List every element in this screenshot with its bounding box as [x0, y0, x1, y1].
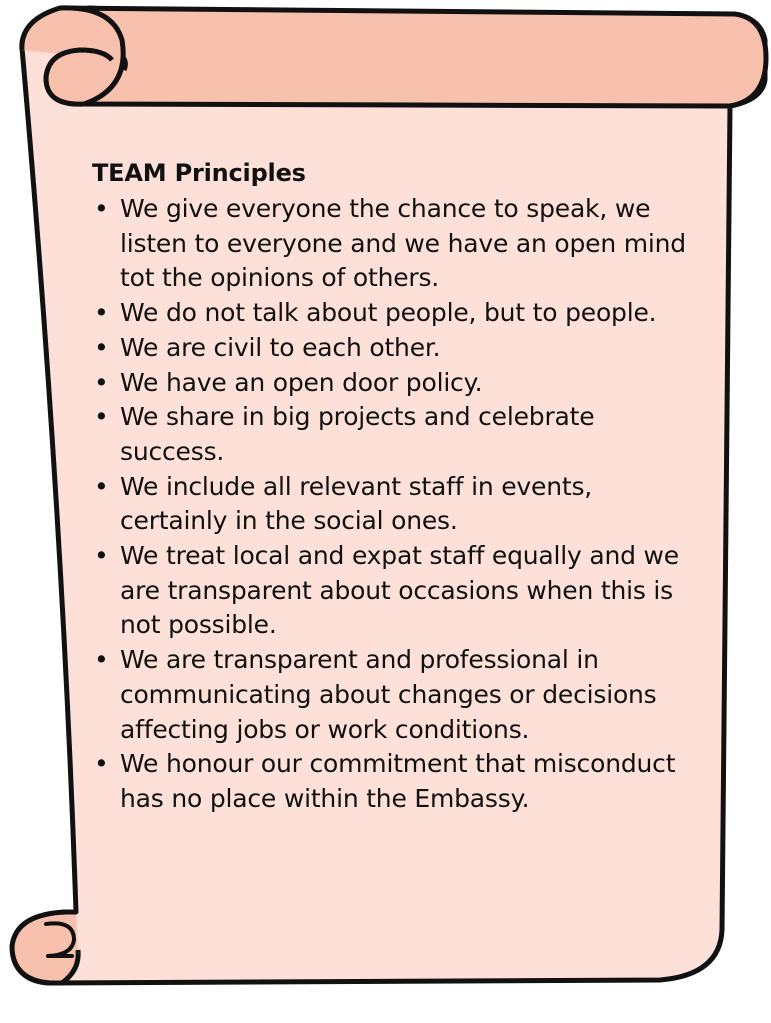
principles-text-block [92, 156, 692, 817]
bullet-icon: • [94, 471, 109, 501]
bullet-icon: • [94, 298, 109, 328]
top-roll [46, 8, 766, 106]
page-title: TEAM Principles [92, 159, 306, 187]
principle-text: We are civil to each other. [120, 332, 441, 362]
principles-list [92, 192, 692, 817]
list-item [92, 400, 692, 469]
principle-text: We share in big projects and celebrate success. [120, 402, 595, 466]
list-item [92, 296, 692, 331]
list-item [92, 470, 692, 539]
principle-text: We honour our commitment that misconduct has no place within the Embassy. [120, 749, 676, 813]
list-item [92, 747, 692, 816]
list-item [92, 192, 692, 296]
principle-text: We include all relevant staff in events, certainly in the social ones. [120, 471, 593, 536]
principle-text: We have an open door policy. [120, 367, 483, 397]
list-item [92, 539, 692, 643]
bullet-icon: • [94, 194, 109, 223]
list-item [92, 366, 692, 401]
bullet-icon: • [94, 367, 109, 397]
list-item [92, 331, 692, 366]
bullet-icon: • [94, 402, 109, 432]
bullet-icon: • [94, 541, 109, 571]
bullet-icon: • [94, 332, 109, 362]
list-item [92, 643, 692, 747]
principle-text: We are transparent and professional in communicating about changes or decisions affecting jobs or work conditions. [120, 645, 657, 744]
bullet-icon: • [94, 749, 109, 779]
bullet-icon: • [94, 645, 109, 675]
principle-text: We give everyone the chance to speak, we listen to everyone and we have an open mind tot the opinions of others. [120, 194, 686, 293]
principle-text: We treat local and expat staff equally and we are transparent about occasions when this is not possible. [120, 541, 679, 640]
principle-text: We do not talk about people, but to people. [120, 298, 657, 328]
